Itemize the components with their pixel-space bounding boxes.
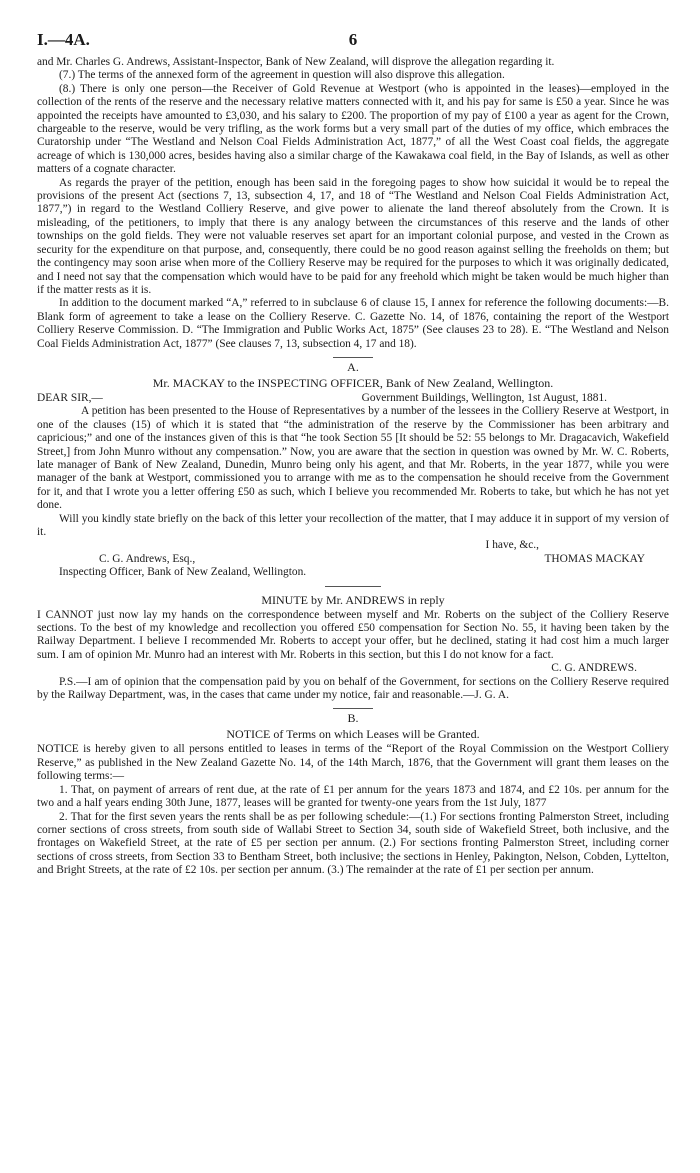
signature: THOMAS MACKAY	[544, 552, 645, 565]
notice-paragraph: NOTICE is hereby given to all persons entitled to leases in terms of the “Report of the Royal Commission on the Westport Colliery Reserve,” as published in the New Zealand Gazette No. 14, of the 14th March, 1876, that the Government will grant them leases on the following terms:—	[37, 743, 669, 783]
letter-opening	[37, 392, 669, 405]
section-a	[37, 360, 669, 580]
addressee-title: Inspecting Officer, Bank of New Zealand, Wellington.	[59, 566, 307, 579]
section-label: B.	[347, 711, 359, 726]
section-divider	[333, 708, 373, 709]
notice-paragraph: 2. That for the first seven years the rents shall be as per following schedule:—(1.) For sections fronting Palmerston Street, including corner sections of cross streets, from south side of Wallabi Street to Section 34, south side of Wakefield Street, both inclusive, and the frontages on Wakefield Street, at the rate of £5 per section per annum. (2.) For sections fronting Palmerston Street, including corner sections of cross streets, from Section 33 to Bentham Street, both inclusive; the sections in Henley, Pakington, Nelson, Cobden, Lyttelton, and Bright Streets, at the rate of £2 10s. per section per annum. (3.) The remainder at the rate of £1 per section per annum.	[37, 810, 669, 877]
intro-paragraph: In addition to the document marked “A,” referred to in subclause 6 of clause 15, I annex for reference the following documents:—B. Blank form of agreement to take a lease on the Colliery Reserve. C. Gazette No. 14, of 1876, containing the report of the Westport Colliery Reserve Commission. D. “The Immigration and Public Works Act, 1875” (See clauses 23 to 28). E. “The Westland and Nelson Coal Fields Administration Act, 1877” (See clauses 7, 13, subsection 4, 17 and 18).	[37, 297, 669, 350]
page-number: 6	[348, 30, 358, 49]
section-divider	[325, 586, 381, 587]
minute-section	[37, 593, 669, 703]
page-reference: I.—4A.	[37, 30, 90, 49]
intro-paragraph: (7.) The terms of the annexed form of the agreement in question will also disprove this allegation.	[59, 69, 505, 82]
intro-paragraph: (8.) There is only one person—the Receiver of Gold Revenue at Westport (who is appointed in the leases)—employed in the collection of the rents of the reserve and the necessary relative matters connected with it, and his pay for same is £50 a year. Since he was appointed the receipts have amounted to £3,030, and his salary to £200. The proportion of my pay of £100 a year as agent for the Crown, chargeable to the reserve, would be very trifling, as the work forms but a very small part of the duties of my office, which embraces the Curatorship under “The Westland and Nelson Coal Fields Administration Act, 1877,” of all the West Coast coal fields, the aggregate acreage of which is 130,000 acres, besides having also a similar charge of the Kawakawa coal field, in the Bay of Islands, as well as other matters of a cognate character.	[37, 82, 669, 176]
minute-paragraph: I CANNOT just now lay my hands on the correspondence between myself and Mr. Roberts on the subject of the Colliery Reserve sections. To the best of my knowledge and recollection you offered £50 compensation for Section No. 55, it having been taken by the Railway Department. I believe I recommended Mr. Roberts to accept your offer, but he declined, stating it had cost him a much larger sum. I am of opinion Mr. Munro had an interest with Mr. Roberts in this section, but this I do not know for a fact.	[37, 608, 669, 661]
section-label: A.	[347, 359, 359, 374]
letter-paragraph: Will you kindly state briefly on the back of this letter your recollection of the matter, that I may adduce it in support of my version of it.	[37, 512, 669, 538]
letter-paragraph: A petition has been presented to the House of Representatives by a number of the lessees in the Colliery Reserve at Westport, in one of the clauses (15) of which it is stated that “the administration of the reserve by the Commissioner has been arbitrary and capricious;” and one of the instances given of this is that “he took Section 55 [It should be 52: 55 belongs to Mr. Dragacavich, Wakefield Street,] from John Munro without any compensation.” Now, you are aware that the section in question was owned by Mr. W. C. Roberts, late manager of Bank of New Zealand, Dunedin, Munro being only his agent, and that Mr. Roberts, in the year 1877, while you were manager of the bank at Westport, commissioned you to arrange with me as to the compensation he should receive from the Government for it, and that I wrote you a letter offering £50 as such, which I believe you recommended Mr. Roberts to take, but which he has not yet done.	[37, 405, 669, 512]
notice-heading: NOTICE of Terms on which Leases will be Granted.	[226, 727, 480, 742]
salutation: DEAR SIR,—	[37, 391, 103, 404]
addressee-name: C. G. Andrews, Esq.,	[99, 552, 196, 565]
page-header	[37, 30, 669, 56]
minute-signature: C. G. ANDREWS.	[551, 662, 637, 675]
section-divider	[333, 357, 373, 358]
closing: I have, &c.,	[485, 539, 539, 552]
minute-heading: MINUTE by Mr. ANDREWS in reply	[261, 592, 445, 607]
signature-row	[37, 553, 669, 566]
dateline: Government Buildings, Wellington, 1st August, 1881.	[361, 391, 607, 404]
intro-paragraph: As regards the prayer of the petition, enough has been said in the foregoing pages to show how suicidal it would be to repeal the provisions of the present Act (sections 7, 13, subsection 4, 17, and 18 of “The Westland and Nelson Coal Fields Administration Act, 1877,”) in regard to the Westland Colliery Reserve, and give power to alienate the land thereof absolutely from the Crown. It is misleading, of the petitioners, to imply that there is any analogy between the circumstances of this reserve and the lands of other townships on the gold fields. They were not valuable reserves set apart for an important colonial purpose, and vested in the Crown as security for the expenditure on that purpose, and, consequently, there could be no good reason against selling the freeholds on them; but the contingency may soon arise when more of the Colliery Reserve may be required for the purposes to which it was originally dedicated, and I need not say that the compensation which would have to be paid for any freehold which might be taken would be much higher than if the matter rests as it is.	[37, 176, 669, 296]
letter-heading: Mr. MACKAY to the INSPECTING OFFICER, Bank of New Zealand, Wellington.	[152, 375, 554, 390]
intro-paragraph: and Mr. Charles G. Andrews, Assistant-Inspector, Bank of New Zealand, will disprove the allegation regarding it.	[37, 56, 555, 68]
document-page	[37, 30, 669, 878]
notice-paragraph: 1. That, on payment of arrears of rent due, at the rate of £1 per annum for the years 1873 and 1874, and £2 10s. per annum for the two and a half years ending 30th June, 1877, leases will be granted for twenty-one years from the 1st July, 1877	[37, 783, 669, 810]
section-b	[37, 711, 669, 877]
minute-postscript: P.S.—I am of opinion that the compensation paid by you on behalf of the Government, for sections on the Colliery Reserve required by the Railway Department, was, in the cases that came under my notice, fair and reasonable.—J. G. A.	[37, 675, 669, 702]
intro-section	[37, 56, 669, 351]
